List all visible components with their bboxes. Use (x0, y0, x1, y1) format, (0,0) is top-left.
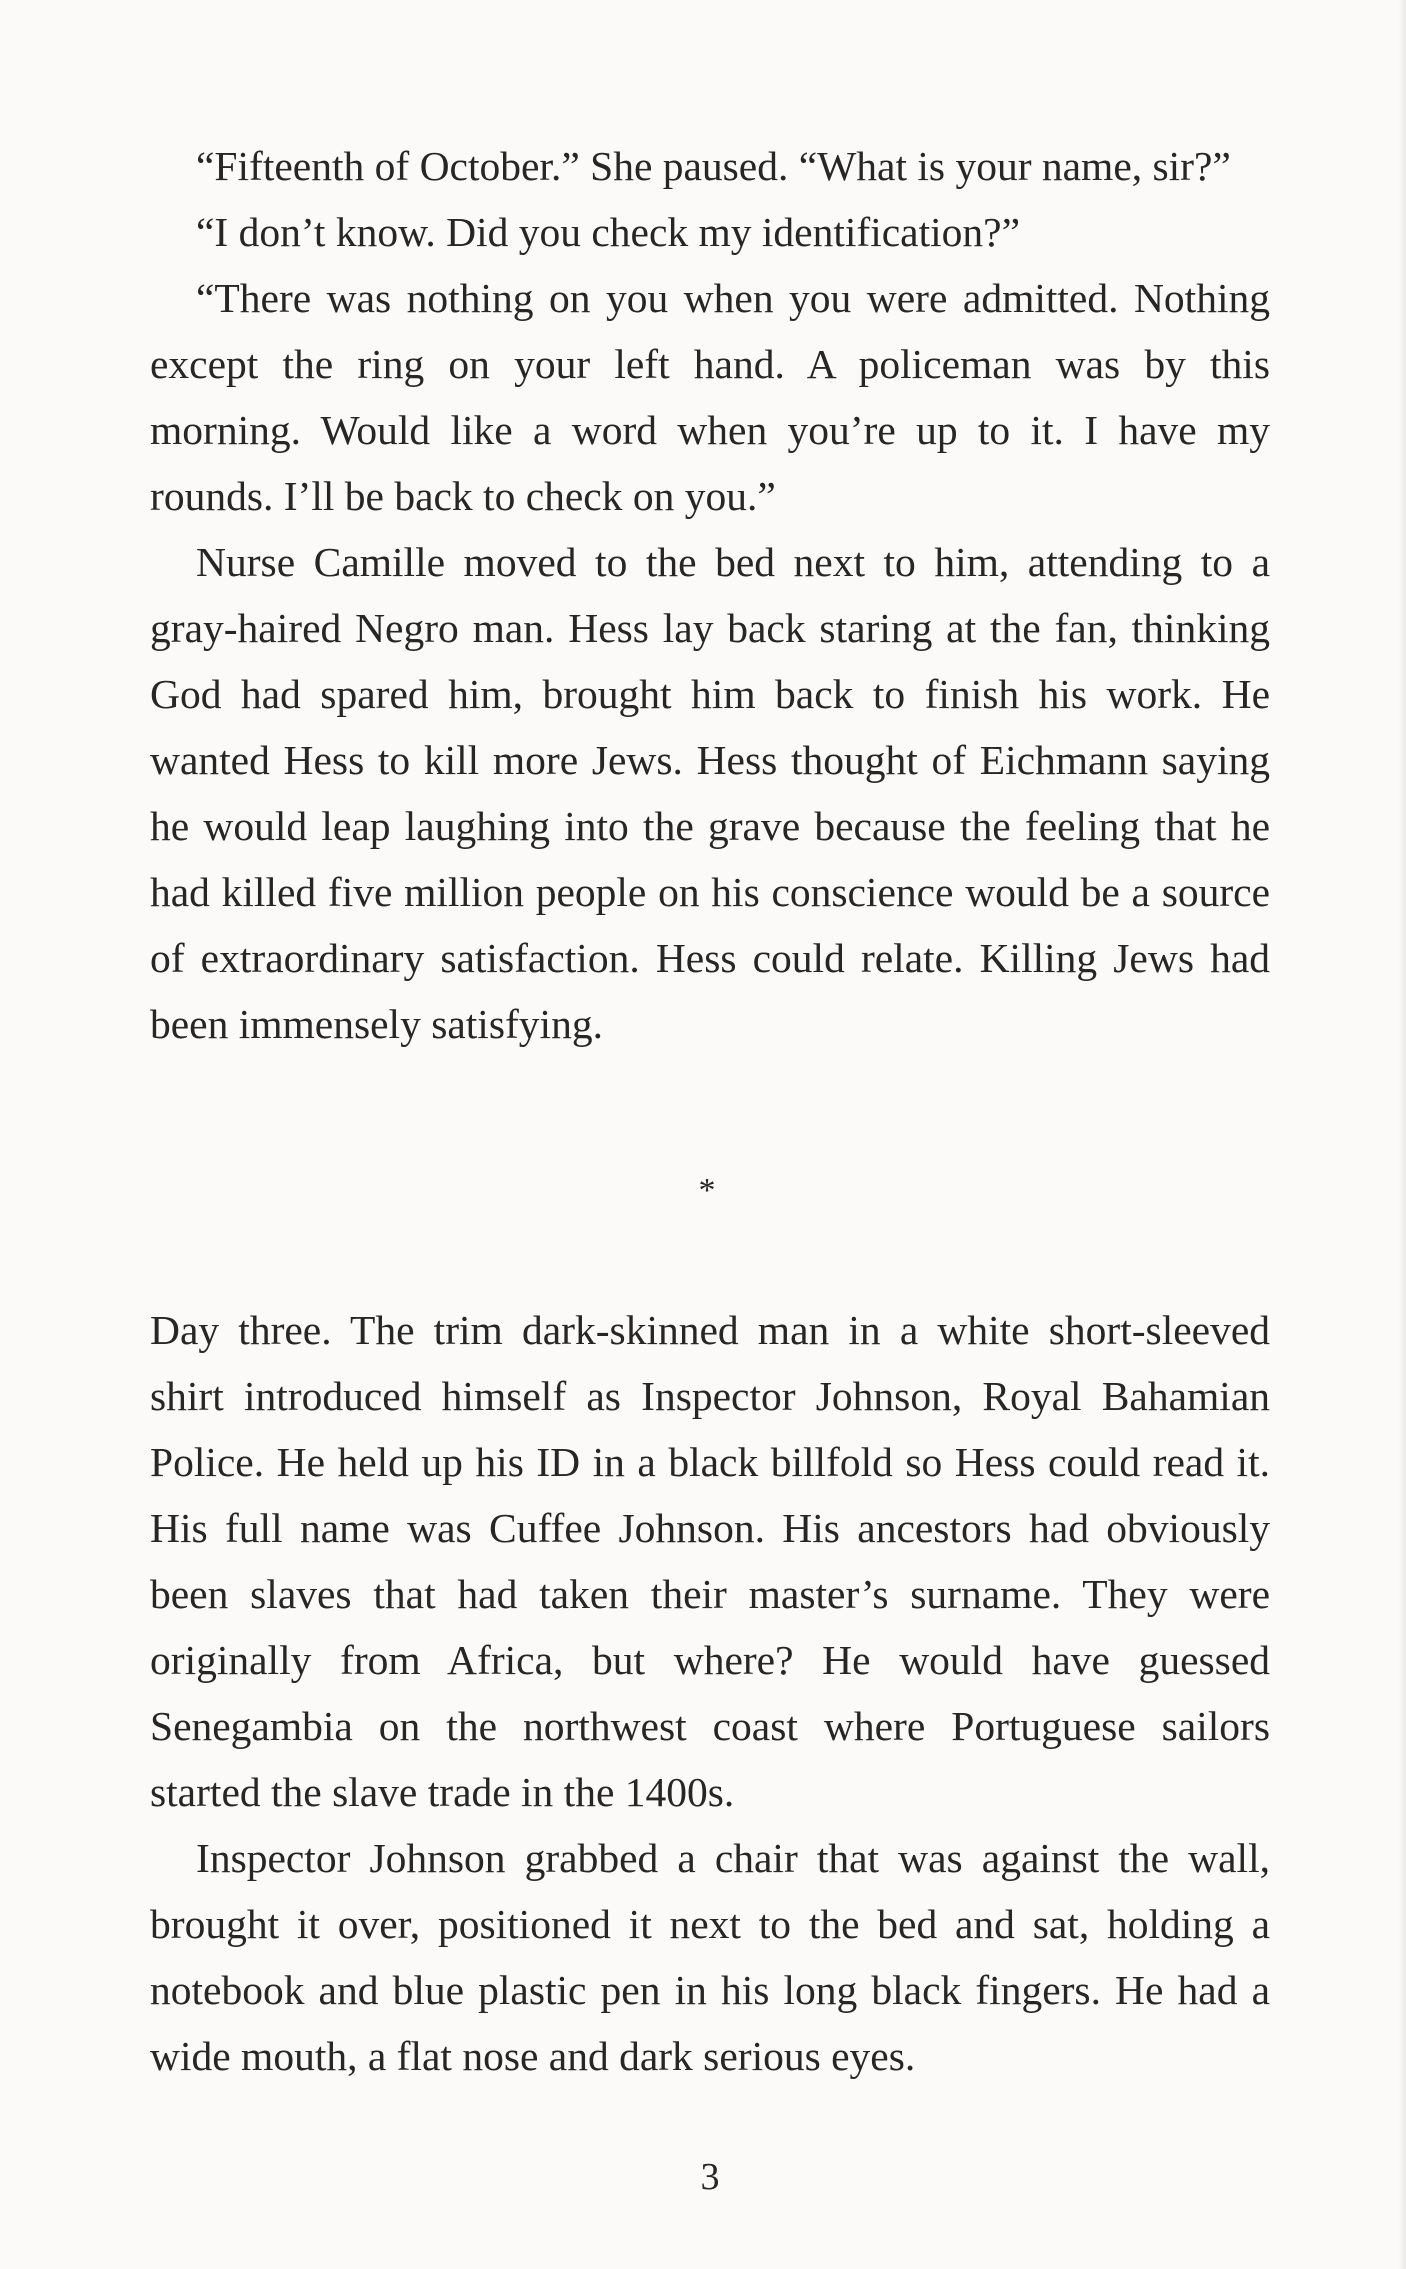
paragraph: Day three. The trim dark-skinned man in a white short-sleeved shirt introduced himself as Inspector Johnson, Royal Bahamian Police. He held up his ID in a black billfold so Hess could read it. His full name was Cuffee Johnson. His ancestors had obviously been slaves that had taken their master’s surname. They were originally from Africa, but where? He would have guessed Senegambia on the northwest coast where Portuguese sailors started the slave trade in the 1400s. (150, 1307, 1270, 1815)
paragraph: Nurse Camille moved to the bed next to him, attending to a gray-haired Negro man. Hess lay back staring at the fan, thinking God had spared him, brought him back to finish his work. He wanted Hess to kill more Jews. Hess thought of Eichmann saying he would leap laughing into the grave because the feeling that he had killed five million people on his conscience would be a source of extraordinary satisfaction. Hess could relate. Killing Jews had been immensely satisfying. (150, 539, 1270, 1047)
section-separator (0, 1172, 1406, 1210)
paragraph: “There was nothing on you when you were admitted. Nothing except the ring on your left hand. A policeman was by this morning. Would like a word when you’re up to it. I have my rounds. I’ll be back to check on you.” (150, 275, 1270, 519)
paragraph: “Fifteenth of October.” She paused. “What is your name, sir?” (196, 143, 1231, 189)
page-edge-shadow (1398, 0, 1406, 2269)
paragraph: Inspector Johnson grabbed a chair that was against the wall, brought it over, positioned it next to the bed and sat, holding a notebook and blue plastic pen in his long black fingers. He had a wide mouth, a flat nose and dark serious eyes. (150, 1835, 1270, 2079)
text-block-bottom (150, 1297, 1270, 2089)
page-number-text: 3 (700, 2156, 720, 2198)
page-number (0, 2155, 1406, 2199)
separator-asterisk: * (698, 1172, 716, 1209)
text-block-top (150, 133, 1270, 1057)
paragraph: “I don’t know. Did you check my identification?” (196, 209, 1021, 255)
